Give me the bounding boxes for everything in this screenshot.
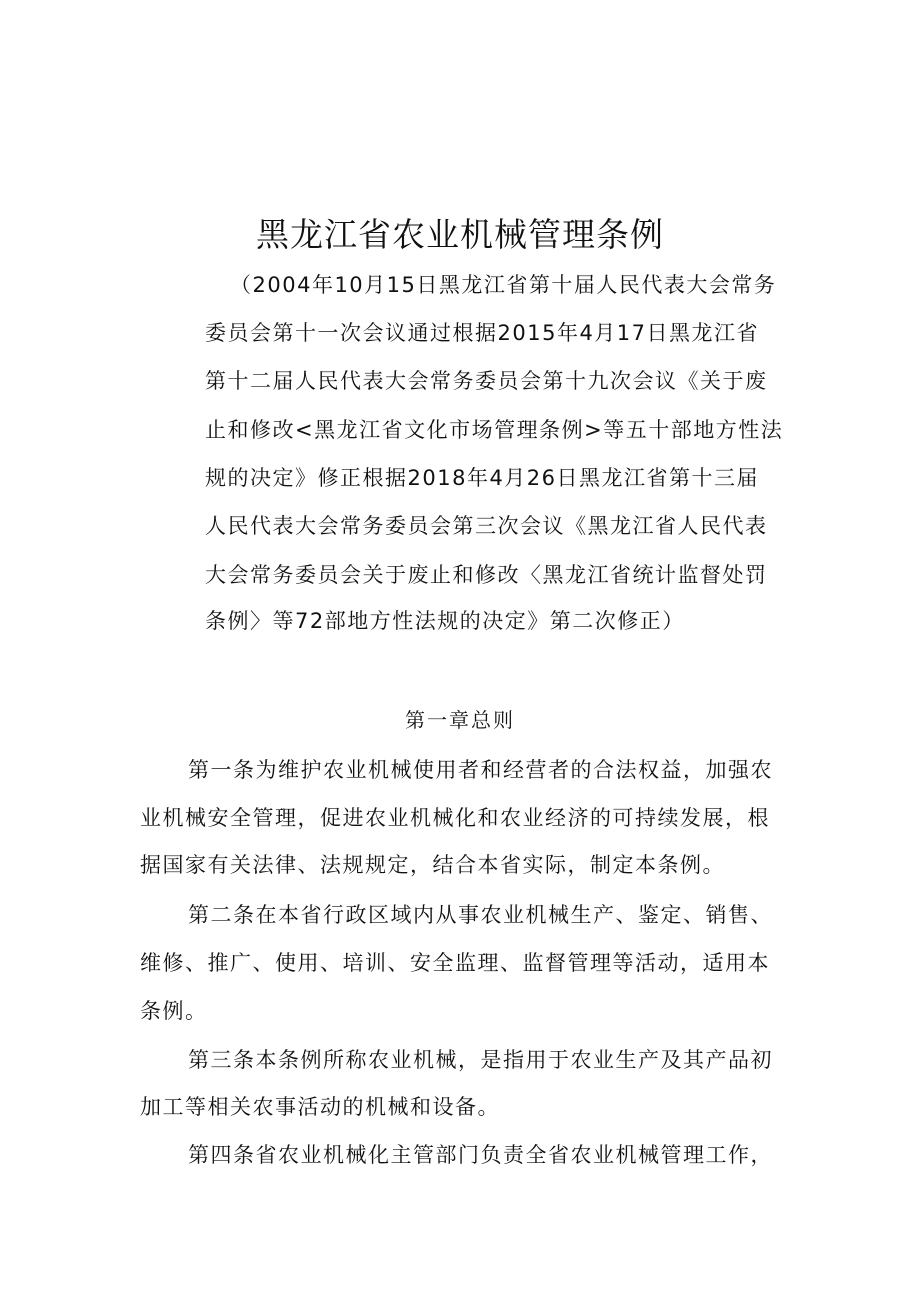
subtitle-line: 人民代表大会常务委员会第三次会议《黑龙江省人民代表 xyxy=(205,514,768,538)
article-line: 业机械安全管理，促进农业机械化和农业经济的可持续发展，根 xyxy=(140,806,770,830)
subtitle-line: 止和修改<黑龙江省文化市场管理条例>等五十部地方性法 xyxy=(205,418,784,442)
subtitle-line: 条例〉等72部地方性法规的决定》第二次修正） xyxy=(205,609,685,633)
article-line: 第四条省农业机械化主管部门负责全省农业机械管理工作， xyxy=(188,1143,773,1167)
article-line: 条例。 xyxy=(140,999,208,1023)
article-line: 维修、推广、使用、培训、安全监理、监督管理等活动，适用本 xyxy=(140,951,770,975)
document-title: 黑龙江省农业机械管理条例 xyxy=(256,215,664,254)
subtitle-line: （2004年10月15日黑龙江省第十届人民代表大会常务 xyxy=(230,273,777,297)
subtitle-line: 大会常务委员会关于废止和修改〈黑龙江省统计监督处罚 xyxy=(205,563,768,587)
article-line: 第一条为维护农业机械使用者和经营者的合法权益，加强农 xyxy=(188,758,773,782)
subtitle-line: 委员会第十一次会议通过根据2015年4月17日黑龙江省 xyxy=(205,321,760,345)
article-line: 据国家有关法律、法规规定，结合本省实际，制定本条例。 xyxy=(140,853,725,877)
chapter-heading: 第一章总则 xyxy=(405,708,515,732)
article-line: 加工等相关农事活动的机械和设备。 xyxy=(140,1095,500,1119)
article-line: 第二条在本省行政区域内从事农业机械生产、鉴定、销售、 xyxy=(188,903,773,927)
subtitle-line: 第十二届人民代表大会常务委员会第十九次会议《关于废 xyxy=(205,369,768,393)
article-line: 第三条本条例所称农业机械，是指用于农业生产及其产品初 xyxy=(188,1048,773,1072)
subtitle-line: 规的决定》修正根据2018年4月26日黑龙江省第十三届 xyxy=(205,466,760,490)
